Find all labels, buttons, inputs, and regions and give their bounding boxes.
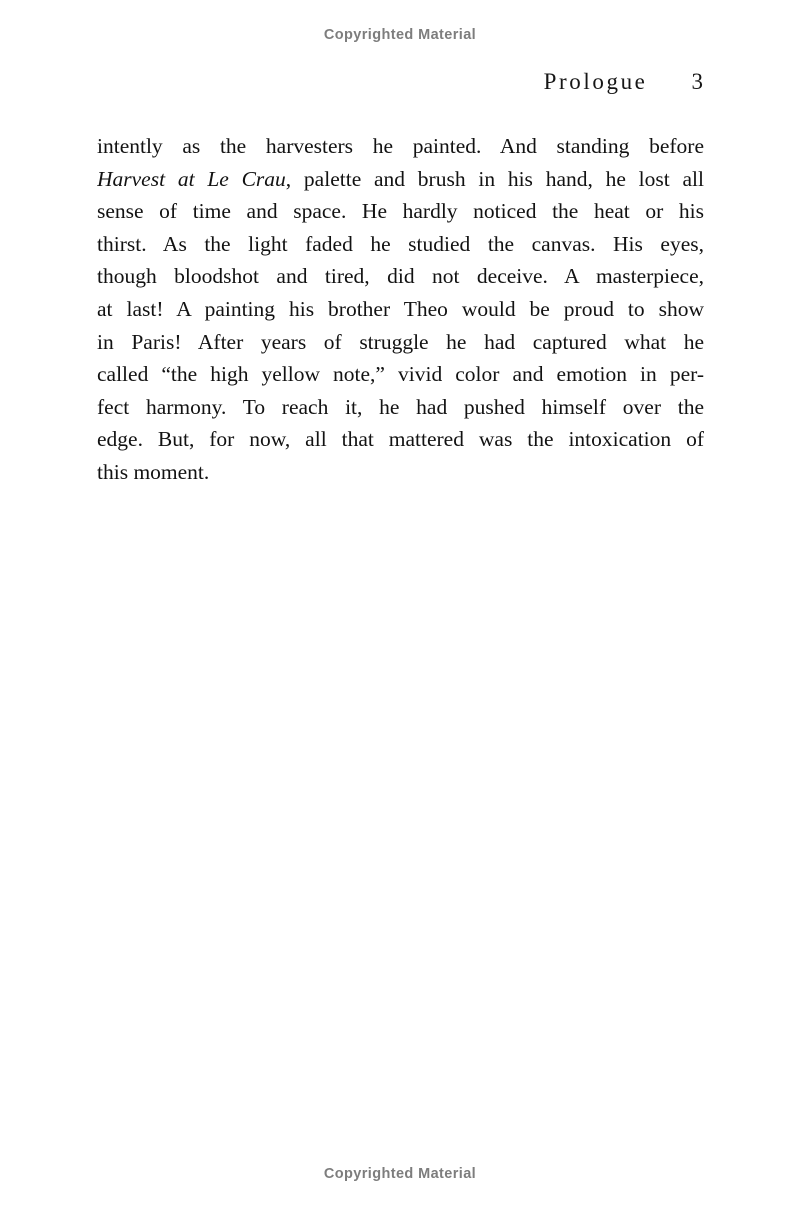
paragraph bbox=[97, 130, 704, 489]
text-segment: intently as the harvesters he painted. And standing before bbox=[97, 134, 704, 158]
text-line bbox=[97, 358, 704, 391]
page-number: 3 bbox=[691, 69, 703, 94]
text-segment: sense of time and space. He hardly noticed the heat or his bbox=[97, 199, 704, 224]
text-segment: called “the high yellow note,” vivid color and emotion in per- bbox=[97, 362, 704, 387]
text-segment: in Paris! After years of struggle he had captured what he bbox=[97, 329, 704, 354]
text-line bbox=[97, 293, 704, 326]
text-segment: this moment. bbox=[97, 459, 210, 484]
text-segment: fect harmony. To reach it, he had pushed himself over the bbox=[97, 394, 704, 419]
text-line bbox=[97, 260, 704, 293]
text-line bbox=[97, 195, 704, 228]
text-line bbox=[97, 228, 704, 261]
copyright-notice-top: Copyrighted Material bbox=[323, 27, 477, 43]
painting-title-italic: Harvest at Le Crau bbox=[97, 166, 286, 191]
text-line bbox=[97, 456, 704, 489]
text-line bbox=[97, 163, 704, 196]
text-line bbox=[97, 423, 704, 456]
copyright-notice-bottom: Copyrighted Material bbox=[323, 1166, 477, 1182]
text-segment: edge. But, for now, all that mattered was the intoxication of bbox=[97, 427, 704, 452]
text-segment: , palette and brush in his hand, he lost all bbox=[285, 166, 704, 191]
text-segment: at last! A painting his brother Theo would be proud to show bbox=[97, 296, 704, 321]
text-line bbox=[97, 130, 704, 163]
running-head-title: Prologue bbox=[543, 69, 648, 94]
text-segment: though bloodshot and tired, did not deceive. A masterpiece, bbox=[97, 264, 704, 289]
text-line bbox=[97, 391, 704, 424]
text-line bbox=[97, 326, 704, 359]
text-segment: thirst. As the light faded he studied the canvas. His eyes, bbox=[97, 231, 704, 256]
running-header bbox=[544, 69, 703, 95]
